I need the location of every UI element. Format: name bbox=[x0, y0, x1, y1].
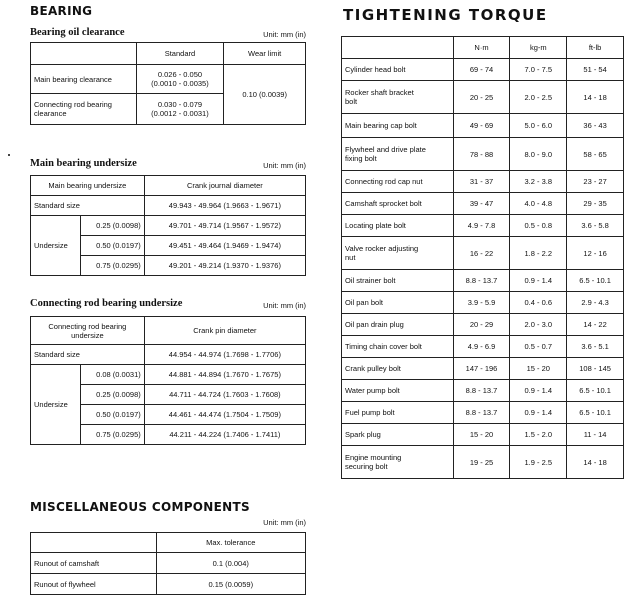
torque-nm: 8.8 - 13.7 bbox=[453, 270, 510, 292]
torque-nm: 20 - 25 bbox=[453, 81, 510, 114]
undersize-size: 0.25 (0.0098) bbox=[80, 216, 144, 236]
undersize-value: 44.881 - 44.894 (1.7670 - 1.7675) bbox=[144, 365, 305, 385]
torque-nm: 20 - 29 bbox=[453, 314, 510, 336]
torque-kgm: 8.0 - 9.0 bbox=[510, 138, 567, 171]
rod-bearing-clearance-label: Connecting rod bearing clearance bbox=[31, 94, 137, 125]
undersize-value: 49.701 - 49.714 (1.9567 - 1.9572) bbox=[144, 216, 305, 236]
undersize-size: 0.25 (0.0098) bbox=[80, 385, 144, 405]
main-undersize-unit: Unit: mm (in) bbox=[263, 161, 306, 170]
misc-unit: Unit: mm (in) bbox=[263, 518, 306, 527]
torque-kgm: 15 - 20 bbox=[510, 358, 567, 380]
torque-kgm: 0.4 - 0.6 bbox=[510, 292, 567, 314]
torque-nm: 8.8 - 13.7 bbox=[453, 380, 510, 402]
torque-item: Oil pan drain plug bbox=[342, 314, 454, 336]
torque-ftlb: 58 - 65 bbox=[567, 138, 624, 171]
misc-table bbox=[30, 532, 306, 595]
torque-nm: 69 - 74 bbox=[453, 59, 510, 81]
torque-kgm: 0.9 - 1.4 bbox=[510, 402, 567, 424]
torque-title: TIGHTENING TORQUE bbox=[343, 6, 548, 24]
main-bearing-clearance-label: Main bearing clearance bbox=[31, 65, 137, 94]
torque-nm: 4.9 - 7.8 bbox=[453, 215, 510, 237]
rod-undersize-unit: Unit: mm (in) bbox=[263, 301, 306, 310]
undersize-label: Undersize bbox=[31, 365, 81, 445]
torque-nm: 15 - 20 bbox=[453, 424, 510, 446]
header-main-undersize: Main bearing undersize bbox=[31, 176, 145, 196]
torque-ftlb: 3.6 - 5.1 bbox=[567, 336, 624, 358]
torque-nm: 4.9 - 6.9 bbox=[453, 336, 510, 358]
rod-bearing-clearance-standard: 0.030 - 0.079 (0.0012 - 0.0031) bbox=[136, 94, 224, 125]
torque-ftlb: 2.9 - 4.3 bbox=[567, 292, 624, 314]
torque-kgm: 3.2 - 3.8 bbox=[510, 171, 567, 193]
standard-size-label: Standard size bbox=[31, 196, 145, 216]
torque-nm: 31 - 37 bbox=[453, 171, 510, 193]
torque-kgm: 1.5 - 2.0 bbox=[510, 424, 567, 446]
torque-item: Engine mounting securing bolt bbox=[342, 446, 454, 479]
torque-ftlb: 29 - 35 bbox=[567, 193, 624, 215]
torque-ftlb: 14 - 18 bbox=[567, 81, 624, 114]
torque-item: Main bearing cap bolt bbox=[342, 114, 454, 138]
torque-ftlb: 6.5 - 10.1 bbox=[567, 380, 624, 402]
header-ftlb: ft-lb bbox=[567, 37, 624, 59]
misc-title: MISCELLANEOUS COMPONENTS bbox=[30, 500, 250, 514]
torque-nm: 8.8 - 13.7 bbox=[453, 402, 510, 424]
torque-item: Connecting rod cap nut bbox=[342, 171, 454, 193]
header-nm: N·m bbox=[453, 37, 510, 59]
torque-item: Cylinder head bolt bbox=[342, 59, 454, 81]
header-crank-pin: Crank pin diameter bbox=[144, 317, 305, 345]
torque-item: Rocker shaft bracket bolt bbox=[342, 81, 454, 114]
torque-nm: 39 - 47 bbox=[453, 193, 510, 215]
torque-item: Valve rocker adjusting nut bbox=[342, 237, 454, 270]
header-kgm: kg-m bbox=[510, 37, 567, 59]
torque-kgm: 4.0 - 4.8 bbox=[510, 193, 567, 215]
torque-nm: 49 - 69 bbox=[453, 114, 510, 138]
header-standard: Standard bbox=[136, 43, 224, 65]
torque-kgm: 1.8 - 2.2 bbox=[510, 237, 567, 270]
header-rod-undersize: Connecting rod bearing undersize bbox=[31, 317, 145, 345]
torque-kgm: 2.0 - 2.5 bbox=[510, 81, 567, 114]
torque-kgm: 0.9 - 1.4 bbox=[510, 270, 567, 292]
torque-ftlb: 108 - 145 bbox=[567, 358, 624, 380]
undersize-value: 44.711 - 44.724 (1.7603 - 1.7608) bbox=[144, 385, 305, 405]
torque-kgm: 7.0 - 7.5 bbox=[510, 59, 567, 81]
header-crank-journal: Crank journal diameter bbox=[144, 176, 305, 196]
runout-flywheel-value: 0.15 (0.0059) bbox=[156, 574, 305, 595]
undersize-value: 49.451 - 49.464 (1.9469 - 1.9474) bbox=[144, 236, 305, 256]
undersize-size: 0.75 (0.0295) bbox=[80, 425, 144, 445]
torque-item: Water pump bolt bbox=[342, 380, 454, 402]
torque-ftlb: 11 - 14 bbox=[567, 424, 624, 446]
undersize-value: 44.461 - 44.474 (1.7504 - 1.7509) bbox=[144, 405, 305, 425]
speck-mark bbox=[8, 154, 10, 156]
torque-ftlb: 6.5 - 10.1 bbox=[567, 270, 624, 292]
torque-kgm: 0.5 - 0.8 bbox=[510, 215, 567, 237]
undersize-size: 0.50 (0.0197) bbox=[80, 405, 144, 425]
torque-kgm: 1.9 - 2.5 bbox=[510, 446, 567, 479]
torque-ftlb: 14 - 22 bbox=[567, 314, 624, 336]
rod-undersize-title: Connecting rod bearing undersize bbox=[30, 298, 183, 309]
runout-camshaft-label: Runout of camshaft bbox=[31, 553, 157, 574]
wear-limit-value: 0.10 (0.0039) bbox=[224, 65, 306, 125]
bearing-title: BEARING bbox=[30, 4, 93, 18]
torque-nm: 78 - 88 bbox=[453, 138, 510, 171]
main-bearing-clearance-standard: 0.026 - 0.050 (0.0010 - 0.0035) bbox=[136, 65, 224, 94]
oil-clearance-title: Bearing oil clearance bbox=[30, 27, 125, 38]
undersize-value: 49.201 - 49.214 (1.9370 - 1.9376) bbox=[144, 256, 305, 276]
torque-ftlb: 51 - 54 bbox=[567, 59, 624, 81]
runout-flywheel-label: Runout of flywheel bbox=[31, 574, 157, 595]
torque-nm: 16 - 22 bbox=[453, 237, 510, 270]
runout-camshaft-value: 0.1 (0.004) bbox=[156, 553, 305, 574]
undersize-size: 0.08 (0.0031) bbox=[80, 365, 144, 385]
torque-ftlb: 12 - 16 bbox=[567, 237, 624, 270]
torque-ftlb: 23 - 27 bbox=[567, 171, 624, 193]
torque-item: Locating plate bolt bbox=[342, 215, 454, 237]
torque-item: Spark plug bbox=[342, 424, 454, 446]
torque-ftlb: 36 - 43 bbox=[567, 114, 624, 138]
torque-kgm: 0.9 - 1.4 bbox=[510, 380, 567, 402]
torque-nm: 19 - 25 bbox=[453, 446, 510, 479]
torque-ftlb: 14 - 18 bbox=[567, 446, 624, 479]
main-undersize-table bbox=[30, 175, 306, 276]
torque-item: Fuel pump bolt bbox=[342, 402, 454, 424]
undersize-size: 0.75 (0.0295) bbox=[80, 256, 144, 276]
torque-item: Timing chain cover bolt bbox=[342, 336, 454, 358]
torque-rows bbox=[342, 59, 624, 479]
torque-nm: 3.9 - 5.9 bbox=[453, 292, 510, 314]
torque-ftlb: 6.5 - 10.1 bbox=[567, 402, 624, 424]
torque-kgm: 0.5 - 0.7 bbox=[510, 336, 567, 358]
oil-clearance-table bbox=[30, 42, 306, 125]
undersize-label: Undersize bbox=[31, 216, 81, 276]
rod-undersize-table bbox=[30, 316, 306, 445]
torque-ftlb: 3.6 - 5.8 bbox=[567, 215, 624, 237]
undersize-value: 44.211 - 44.224 (1.7406 - 1.7411) bbox=[144, 425, 305, 445]
torque-item: Camshaft sprocket bolt bbox=[342, 193, 454, 215]
torque-item: Crank pulley bolt bbox=[342, 358, 454, 380]
standard-size-value: 49.943 - 49.964 (1.9663 - 1.9671) bbox=[144, 196, 305, 216]
standard-size-label: Standard size bbox=[31, 345, 145, 365]
header-max-tolerance: Max. tolerance bbox=[156, 533, 305, 553]
standard-size-value: 44.954 - 44.974 (1.7698 - 1.7706) bbox=[144, 345, 305, 365]
torque-nm: 147 - 196 bbox=[453, 358, 510, 380]
undersize-size: 0.50 (0.0197) bbox=[80, 236, 144, 256]
torque-item: Oil pan bolt bbox=[342, 292, 454, 314]
header-wear-limit: Wear limit bbox=[224, 43, 306, 65]
main-undersize-title: Main bearing undersize bbox=[30, 158, 137, 169]
torque-kgm: 2.0 - 3.0 bbox=[510, 314, 567, 336]
torque-item: Oil strainer bolt bbox=[342, 270, 454, 292]
torque-kgm: 5.0 - 6.0 bbox=[510, 114, 567, 138]
torque-table bbox=[341, 36, 624, 479]
oil-clearance-unit: Unit: mm (in) bbox=[263, 30, 306, 39]
torque-item: Flywheel and drive plate fixing bolt bbox=[342, 138, 454, 171]
